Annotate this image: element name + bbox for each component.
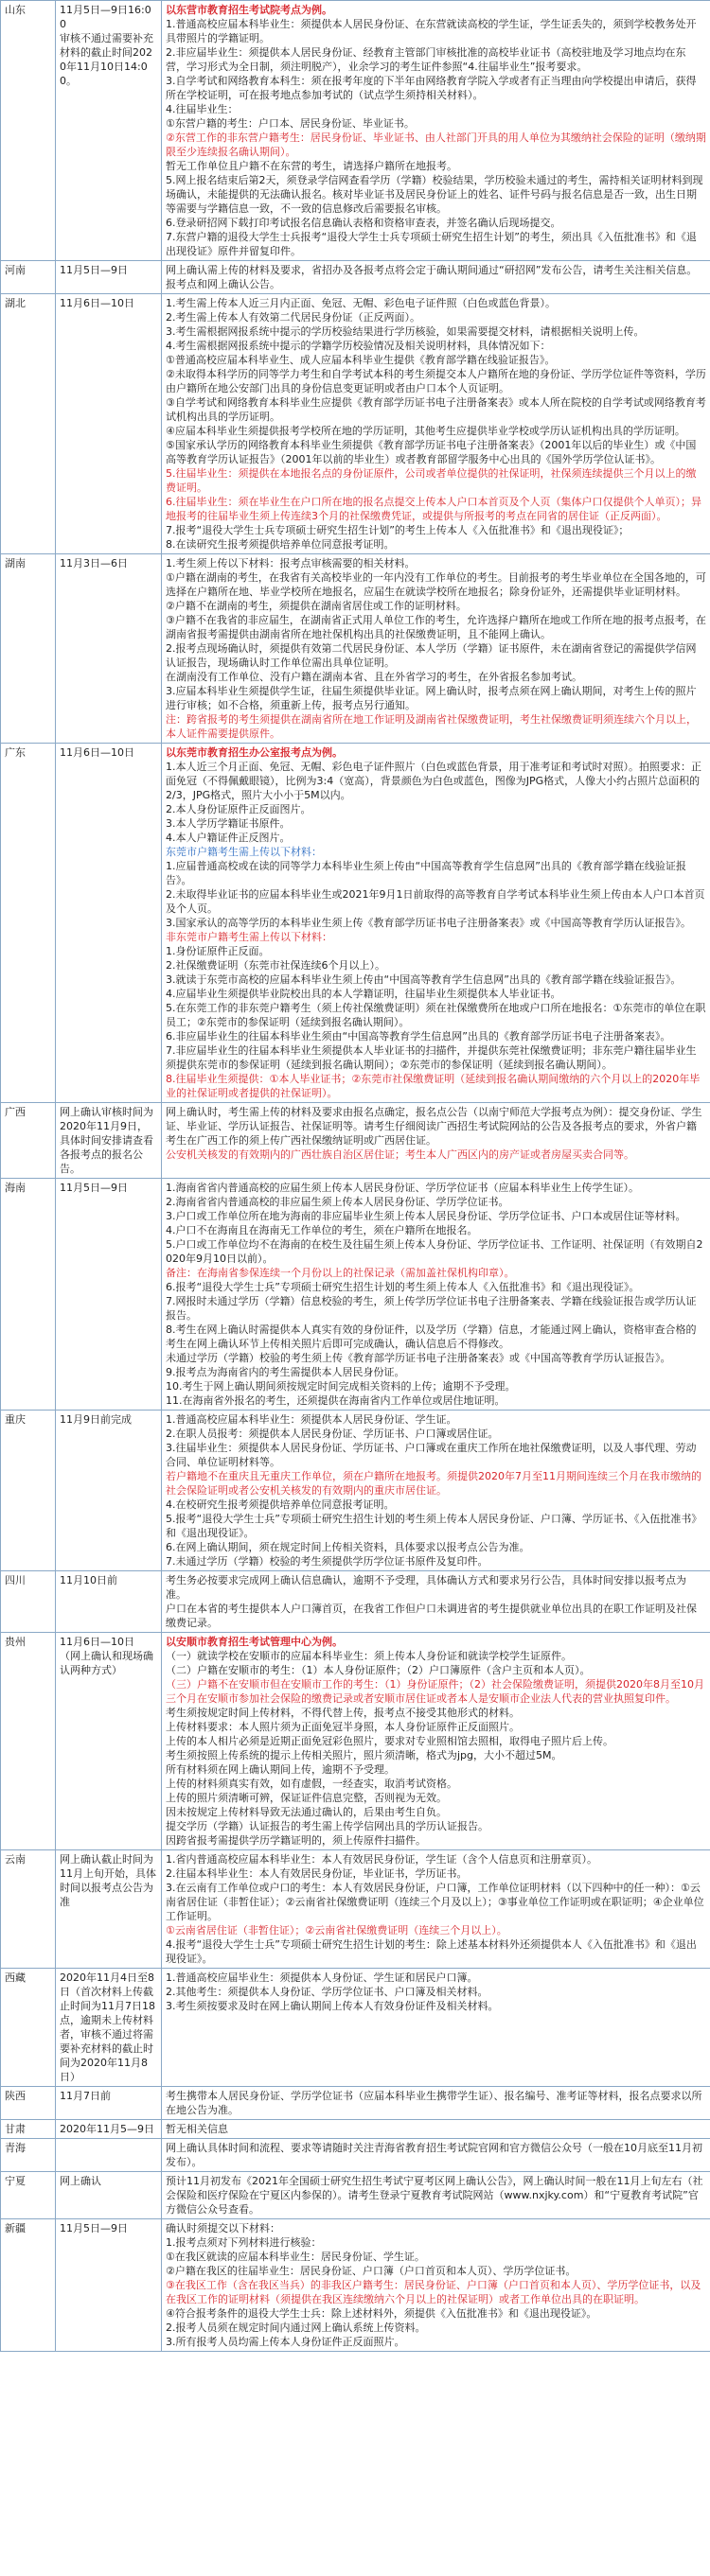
province-cell: 湖北 [1,294,56,554]
requirement-line: 备注：在海南省参保连续一个月份以上的社保记录（需加盖社保机构印章）。 [166,1267,515,1279]
requirement-line: 暂无相关信息 [166,2123,228,2135]
requirement-line: 4.应届毕业生须提供毕业院校出具的本人学籍证明，往届毕业生须提供本人毕业证书。 [166,988,561,1000]
requirements-cell [162,1850,710,1969]
requirement-line: ⑤国家承认学历的网络教育本科毕业生须提供《教育部学历证书电子注册备案表》（2001年以后的毕业生）或《中国高等教育学历认证报告》（2001年以前的毕业生）或者教育部留学服务中心出具的《国外学历学位认证书》。 [166,439,697,465]
requirement-line: 6.往届毕业生：须在毕业生在户口所在地的报名点提交上传本人户口本首页及个人页（集体户口仅提供个人单页）；异地报考的往届毕业生须上传连续3个月的社保缴费凭证，或提供与所报考的考点在同省的居住证（正反两面）。 [166,496,701,522]
requirement-line: 公安机关核发的有效期内的广西壮族自治区居住证；考生本人广西区内的房产证或者房屋买卖合同等。 [166,1148,634,1161]
table-row [1,1969,710,2087]
requirement-line: 3.户口或工作单位所在地为海南的非应届毕业生须上传本人居民身份证、学历学位证书、户口本或居住证等材料。 [166,1210,686,1222]
requirement-line: 6.报考“退役大学生士兵”专项硕士研究生招生计划的考生须上传本人《入伍批准书》和《退出现役证》。 [166,1281,640,1293]
requirement-line: 因跨省报考需提供学历学籍证明的，须上传原件扫描件。 [166,1834,426,1847]
time-cell: 11月5日—9日16:00 审核不通过需要补充材料的截止时间2020年11月10日14:00。 [56,1,162,261]
requirement-line: 2.社保缴费证明（东莞市社保连续6个月以上）。 [166,959,385,972]
time-cell: 11月5日—9日 [56,261,162,294]
requirement-line: 2.在职人员报考：须提供本人居民身份证、学历证书、户口簿或居住证。 [166,1428,499,1440]
time-cell: 11月10日前 [56,1571,162,1633]
requirements-cell [162,744,710,1103]
requirement-line: 注：跨省报考的考生须提供在湖南省所在地工作证明及湖南省社保缴费证明，考生社保缴费证明须连续六个月以上，本人证件需要提供原件。 [166,713,697,740]
requirement-line: ①云南省居住证（非暂住证）；②云南省社保缴费证明（连续三个月以上）。 [166,1924,507,1936]
requirements-cell [162,1179,710,1411]
requirements-cell [162,261,710,294]
requirement-line: ④应届本科毕业生须提供报考学校所在地的学历证明，其他考生应提供毕业学校或学历认证机构出具的学历证明。 [166,425,685,437]
requirements-cell [162,1633,710,1850]
table-row [1,1179,710,1411]
requirement-line: 1.考生需上传本人近三月内正面、免冠、无帽、彩色电子证件照（白色或蓝色背景）。 [166,297,556,309]
requirement-line: 2.报考人员须在规定时间内通过网上确认系统上传资料。 [166,2322,426,2334]
requirement-line: 10.考生于网上确认期间须按规定时间完成相关资料的上传；逾期不予受理。 [166,1380,516,1393]
requirement-line: 3.自学考试和网络教育本科生：须在报考年度的下半年由网络教育学院入学或者有正当理由向学校提出申请后，获得所在学校证明，可在报考地点参加考试的（试点学生须持相关材料）。 [166,75,697,101]
requirements-cell [162,1571,710,1633]
requirement-line: 上传的照片须清晰可辨，保证证件信息完整，否则视为无效。 [166,1792,447,1804]
requirement-line: 11.在海南省外报名的考生，还须提供在海南省内工作单位或居住地证明。 [166,1394,506,1407]
requirement-line: 1.应届普通高校或在读的同等学力本科毕业生须上传由“中国高等教育学生信息网”出具的《教育部学籍在线验证报告》。 [166,860,686,886]
requirement-line: 未通过学历（学籍）校验的考生须上传《教育部学历证书电子注册备案表》或《中国高等教育学历认证报告》。 [166,1352,671,1364]
time-cell: 11月6日—10日 [56,294,162,554]
requirement-line: ③在我区工作（含在我区当兵）的非我区户籍考生：居民身份证、户口簿（户口首页和本人页）、学历学位证书，以及在我区工作的证明材料（须提供在我区连续缴纳六个月以上的社保证明）或者工作单位出具的在职证明。 [166,2279,701,2305]
requirement-line: 3.国家承认的高等学历的本科毕业生须上传《教育部学历证书电子注册备案表》或《中国高等教育学历认证报告》。 [166,917,691,929]
province-cell: 河南 [1,261,56,294]
requirement-line: 6.非应届毕业生的往届本科毕业生须由“中国高等教育学生信息网”出具的《教育部学历证书电子注册备案表》。 [166,1030,671,1043]
province-cell: 广西 [1,1103,56,1179]
requirement-line: 6.登录研招网下载打印考试报名信息确认表格和资格审查表，并签名确认后现场提交。 [166,217,561,229]
province-cell: 宁夏 [1,2172,56,2219]
requirement-line: 1.海南省省内普通高校的应届生须上传本人居民身份证、学历学位证书（应届本科毕业生上传学生证）。 [166,1182,639,1194]
table-row [1,261,710,294]
province-cell: 甘肃 [1,2120,56,2139]
time-cell: 11月5日—9日 [56,1179,162,1411]
requirement-line: 3.本人学历学籍证书原件。 [166,817,291,830]
table-row [1,1850,710,1969]
requirement-line: 网上确认需上传的材料及要求，省招办及各报考点将会定于确认期间通过“研招网”发布公告，请考生关注相关信息。报考点和网上确认公告。 [166,264,698,290]
requirement-line: 1.普通高校应届本科毕业生：须提供本人居民身份证、学生证。 [166,1413,457,1426]
requirement-line: 7.东营户籍的退役大学生士兵报考“退役大学生士兵专项硕士研究生招生计划”的考生，须出具《入伍批准书》和《退出现役证》原件并留复印件。 [166,231,697,257]
requirement-line: （二）户籍在安顺市的考生：（1）本人身份证原件；（2）户口簿原件（含户主页和本人页）。 [166,1664,591,1676]
province-cell: 山东 [1,1,56,261]
requirement-line: 1.普通高校应届本科毕业生：须提供本人居民身份证、在东营就读高校的学生证，学生证丢失的，须到学校教务处开具带照片的学籍证明。 [166,18,697,44]
requirement-line: ①户籍在湖南的考生，在我省有关高校毕业的一年内没有工作单位的考生。目前报考的考生毕业单位在全国各地的，可选择在户籍所在地、毕业学校所在地报名，应届生在就读学校所在地报名；除身份证外，还需提供毕业证明材料。 [166,571,706,598]
requirement-line: 2.往届本科毕业生：本人有效居民身份证，毕业证书，学历证书。 [166,1867,468,1880]
requirement-line: 3.应届本科毕业生须提供学生证，往届生须提供毕业证。网上确认时，报考点须在网上确认期间，对考生上传的照片进行审核；如不合格，须重新上传，报考点另行通知。 [166,685,697,711]
requirement-line: 若户籍地不在重庆且无重庆工作单位，须在户籍所在地报考。须提供2020年7月至11月期间连续三个月在我市缴纳的社会保险证明或者公安机关核发的有效期内的重庆市居住证。 [166,1470,701,1497]
requirement-line: 3.考生须按要求及时在网上确认期间上传本人有效身份证件及相关材料。 [166,2000,499,2012]
requirement-line: 1.本人近三个月正面、免冠、无帽、彩色电子证件照片（白色或蓝色背景，用于准考证和考试时对照）。拍照要求：正面免冠（不得佩戴眼镜），比例为3:4（宽高），背景颜色为白色或蓝色，图像为JPG格式，人像大小约占照片总面积的2/3，JPG格式，照片大小小于5M以内。 [166,761,701,801]
requirement-line: 以东莞市教育招生办公室报考点为例。 [166,746,343,759]
requirements-cell [162,2219,710,2352]
province-cell: 西藏 [1,1969,56,2087]
requirement-line: ①东营户籍的考生：户口本、居民身份证、毕业证书。 [166,117,415,130]
requirement-line: ④符合报考条件的退役大学生士兵：除上述材料外，须提供《入伍批准书》和《退出现役证》。 [166,2307,597,2320]
requirement-line: 考生须按照上传系统的提示上传相关照片，照片须清晰，格式为jpg，大小不超过5M。 [166,1749,562,1761]
requirement-line: 1.考生须上传以下材料：报考点审核需要的相关材料。 [166,557,416,570]
requirement-line: 3.就读于东莞市高校的应届本科毕业生须上传由“中国高等教育学生信息网”出具的《教育部学籍在线验证报告》。 [166,973,682,986]
requirement-line: 5.往届毕业生：须提供在本地报名点的身份证原件，公司或者单位提供的社保证明，社保须连续提供三个月以上的缴费证明。 [166,467,697,494]
requirements-cell [162,2172,710,2219]
requirements-cell [162,1969,710,2087]
requirement-line: 4.本人户籍证件正反图片。 [166,832,291,844]
requirement-line: 4.往届毕业生： [166,103,239,115]
table-body [1,1,710,2352]
requirement-line: 在湖南没有工作单位、没有户籍在湖南本省、且在外省学习的考生，在外省报名参加考试。 [166,671,582,683]
requirements-cell [162,2139,710,2172]
time-cell: 2020年11月4日至8日（首次材料上传截止时间为11月7日18点，逾期未上传材料者，审核不通过将需要补充材料的截止时间为2020年11月8日） [56,1969,162,2087]
requirement-line: ②东营工作的非东营户籍考生：居民身份证、毕业证书、由人社部门开具的用人单位为其缴纳社会保险的证明（缴纳期限至少连续报名确认期间）。 [166,131,706,158]
requirement-line: 8.往届毕业生须提供：①本人毕业证书；②东莞市社保缴费证明（延续到报名确认期间缴纳的六个月以上的2020年毕业的社保证明或者提供的社保证明）。 [166,1073,701,1099]
table-row [1,2139,710,2172]
table-row [1,1633,710,1850]
requirements-cell [162,1103,710,1179]
time-cell [56,2139,162,2172]
requirement-line: 2.报考点现场确认时，须提供有效第二代居民身份证、本人学历（学籍）证书原件，未在湖南省登记的需提供学信网认证报告，现场确认时工作单位需出具单位证明。 [166,642,697,669]
table-row [1,294,710,554]
province-cell: 广东 [1,744,56,1103]
requirements-cell [162,2087,710,2120]
requirement-line: ③自学考试和网络教育本科毕业生应提供《教育部学历证书电子注册备案表》或本人所在院校的自学考试或网络教育考试机构出具的学历证明。 [166,396,706,423]
time-cell: 11月6日—10日 [56,744,162,1103]
requirements-cell [162,554,710,744]
time-cell: 11月3日—6日 [56,554,162,744]
requirement-line: 5.报考“退役大学生士兵”专项硕士研究生招生计划的考生须上传本人居民身份证、户口簿、学历证书、《入伍批准书》和《退出现役证》。 [166,1513,702,1539]
requirement-line: 网上确认具体时间和流程、要求等请随时关注青海省教育招生考试院官网和官方微信公众号（一般在10月底至11月初发布）。 [166,2142,702,2168]
requirement-line: 网上确认时，考生需上传的材料及要求由报名点确定，报名点公告（以南宁师范大学报考点为例）：提交身份证、学生证、毕业证、学历认证报告、社保证明等。请考生仔细阅读广西招生考试院网站的公告及各报考点的要求，外省户籍考生在广西工作的须上传广西社保缴纳证明或广西居住证。 [166,1106,702,1147]
requirement-line: 1.省内普通高校应届本科毕业生：本人有效居民身份证，学生证（含个人信息页和注册章页）。 [166,1853,597,1866]
requirement-line: 2.海南省省内普通高校的非应届生须上传本人居民身份证、学历学位证书。 [166,1196,509,1208]
requirement-line: ②户籍不在湖南的考生，须提供在湖南省居住或工作的证明材料。 [166,600,467,612]
requirement-line: 上传材料要求：本人照片须为正面免冠半身照，本人身份证原件正反面照片。 [166,1721,520,1733]
requirement-line: 9.报考点为海南省内的考生需提供本人居民身份证。 [166,1366,405,1378]
requirement-line: 户口在本省的考生提供本人户口簿首页，在我省工作但户口未调进省的考生提供就业单位出具的在职工作证明及社保缴费记录。 [166,1603,697,1629]
time-cell: 2020年11月5—9日 [56,2120,162,2139]
province-cell: 青海 [1,2139,56,2172]
requirement-line: 3.往届毕业生：须提供本人居民身份证、学历证书、户口簿或在重庆工作所在地社保缴费证明，以及人事代理、劳动合同、单位证明材料等。 [166,1442,697,1468]
requirement-line: 因未按规定上传材料导致无法通过确认的，后果由考生自负。 [166,1806,447,1818]
time-cell: 网上确认审核时间为2020年11月9日，具体时间安排请查看各报考点的报名公告。 [56,1103,162,1179]
requirements-cell [162,1411,710,1571]
time-cell: 11月9日前完成 [56,1411,162,1571]
table-row [1,1571,710,1633]
requirement-line: ②未取得本科学历的同等学力考生和自学考试本科的考生须提交本人户籍所在地的身份证、学历学位证件等资料，学历由户籍所在地公安部门出具的身份信息变更证明或者由户口本个人页证明。 [166,368,706,394]
requirement-line: 2.考生需上传本人有效第二代居民身份证（正反两面）。 [166,311,420,324]
requirement-line: 2.非应届毕业生：须提供本人居民身份证、经教育主管部门审核批准的高校毕业证书（高校驻地及学习地点均在东营，学习形式为全日制，须注明脱产），业余学习的考生证件参照“4.往届毕业生”报考要求。 [166,46,686,73]
requirement-line: 7.未通过学历（学籍）校验的考生须提供学历学位证书原件及复印件。 [166,1555,488,1568]
requirement-line: ①普通高校应届本科毕业生、成人应届本科毕业生提供《教育部学籍在线验证报告》。 [166,354,556,366]
province-cell: 云南 [1,1850,56,1969]
table-row [1,2087,710,2120]
requirement-line: 4.报考“退役大学生士兵”专项硕士研究生招生计划的考生：除上述基本材料外还须提供本人《入伍批准书》和《退出现役证》。 [166,1938,697,1965]
requirement-line: 以安顺市教育招生考试管理中心为例。 [166,1636,343,1648]
requirements-cell [162,294,710,554]
requirements-cell [162,1,710,261]
requirement-line: 1.普通高校应届毕业生：须提供本人身份证、学生证和居民户口簿。 [166,1971,478,1984]
table-row [1,1103,710,1179]
requirement-line: 2.其他考生：须提供本人身份证、学历学位证书、户口簿及相关材料。 [166,1986,488,1998]
requirement-line: ②户籍在我区的往届毕业生：居民身份证、户口簿（户口首页和本人页）、学历学位证书。 [166,2265,577,2277]
requirement-line: 预计11月初发布《2021年全国硕士研究生招生考试宁夏考区网上确认公告》，网上确认时间一般在11月上旬左右（社会保险和医疗保险在宁夏区内参保的）。请考生登录宁夏教育考试院网站（www.nxjky.com）和“宁夏教育考试院”官方微信公众号查看。 [166,2175,703,2216]
table-row [1,2219,710,2352]
requirement-line: 非东莞市户籍考生需上传以下材料： [166,931,332,943]
province-cell: 贵州 [1,1633,56,1850]
requirement-line: ①在我区就读的应届本科毕业生：居民身份证、学生证。 [166,2251,425,2263]
time-cell: 网上确认 [56,2172,162,2219]
requirement-line: 以东营市教育招生考试院考点为例。 [166,4,332,16]
requirement-line: 5.在东莞工作的非东莞户籍考生（须上传社保缴费证明）须在社保缴费所在地或户口所在地报名：①东莞市的单位在职员工；②东莞市的参保证明（延续到报名确认期间）。 [166,1002,706,1028]
table-row [1,1411,710,1571]
requirement-line: 7.非应届毕业生的往届本科毕业生须提供本人毕业证书的扫描件，并提供东莞社保缴费证明；非东莞户籍往届毕业生须提供东莞市的参保证明（延续到报名确认期间）；②东莞市的参保证明（延续到报名确认期间）。 [166,1044,697,1071]
requirement-line: 7.报考“退役大学生士兵专项硕士研究生招生计划”的考生上传本人《入伍批准书》和《退出现役证》； [166,524,630,536]
requirement-line: 8.在读研究生报考须提供培养单位同意报考证明。 [166,538,395,551]
requirement-line: 上传的材料须真实有效，如有虚假，一经查实，取消考试资格。 [166,1778,457,1790]
table-row [1,2120,710,2139]
requirement-line: 4.考生需根据网报系统中提示的学籍学历校验情况及相关说明材料，具体情况如下： [166,340,551,352]
time-cell: 11月6日—10日 （网上确认和现场确认两种方式） [56,1633,162,1850]
requirement-line: 5.网上报名结束后第2天，须登录学信网查看学历（学籍）校验结果，学历校验未通过的考生，需持相关证明材料到现场确认，未能提供的无法确认报名。核对毕业证书及居民身份证上的姓名、证件号码与报名信息是否一致，出生日期等需要与学籍信息一致，不一致的信息修改后需要报名审核。 [166,174,703,215]
time-cell: 11月5日—9日 [56,2219,162,2352]
province-cell: 四川 [1,1571,56,1633]
requirement-line: 考生务必按要求完成网上确认信息确认，逾期不予受理，具体确认方式和要求另行公告，具体时间安排以报考点为准。 [166,1574,686,1601]
table-row [1,2172,710,2219]
requirements-cell [162,2120,710,2139]
table-row [1,1,710,261]
requirement-line: 3.考生需根据网报系统中提示的学历校验结果进行学历核验，如果需要提交材料，请根据相关说明上传。 [166,325,645,338]
province-cell: 重庆 [1,1411,56,1571]
requirement-line: 2.本人身份证原件正反面图片。 [166,803,311,815]
requirement-line: （三）户籍不在安顺市但在安顺市工作的考生：（1）身份证原件；（2）社会保险缴费证明，须提供2020年8月至10月三个月在安顺市参加社会保险的缴费记录或者安顺市居住证或者本人是安顺市企业法人代表的营业执照复印件。 [166,1678,704,1705]
requirement-line: 3.在云南有工作单位或户口的考生：本人有效居民身份证，户口簿，工作单位证明材料（以下四种中的任一种）：①云南省居住证（非暂住证）；②云南省社保缴费证明（连续三个月及以上）；③事业单位工作证明或在职证明；④企业单位工作证明。 [166,1882,704,1922]
requirement-line: ③户籍不在我省的非应届生，在湖南省正式用人单位工作的考生，允许选择户籍所在地或工作所在地的报考点报考，在湖南省报考需提供由湖南省所在地社保机构出具的社保缴费证明，且不能网上确认。 [166,614,706,640]
province-cell: 海南 [1,1179,56,1411]
requirement-line: 2.未取得毕业证书的应届本科毕业生或2021年9月1日前取得的高等教育自学考试本科毕业生须上传由本人户口本首页及个人页。 [166,888,705,915]
requirement-line: 考生携带本人居民身份证、学历学位证书（应届本科毕业生携带学生证）、报名编号、准考证等材料，报名点要求以所在地公告为准。 [166,2090,702,2116]
requirement-line: 4.户口不在海南且在海南无工作单位的考生，须在户籍所在地报名。 [166,1224,478,1236]
province-cell: 新疆 [1,2219,56,2352]
province-cell: 陕西 [1,2087,56,2120]
requirement-line: 上传的本人相片必须是近期正面免冠彩色照片，要求对专业照相馆去照相，取得电子照片后上传。 [166,1735,613,1747]
requirement-line: 1.报考点须对下列材料进行核验： [166,2236,322,2249]
table-row [1,554,710,744]
time-cell: 网上确认截止时间为11月上旬开始，具体时间以报考点公告为准 [56,1850,162,1969]
requirement-line: （一）就读学校在安顺市的应届本科毕业生：须上传本人身份证和就读学校学生证原件。 [166,1650,572,1662]
requirement-line: 东莞市户籍考生需上传以下材料： [166,846,322,858]
requirement-line: 5.户口或工作单位均不在海南的在校生及往届生须上传本人身份证、学历学位证书、工作证明、社保证明（有效期自2020年9月10日以前）。 [166,1238,703,1265]
province-cell: 湖南 [1,554,56,744]
requirement-line: 8.考生在网上确认时需提供本人真实有效的身份证件，以及学历（学籍）信息，才能通过网上确认，资格审查合格的考生在网上确认环节上传相关照片后即可完成确认，确认信息后不得修改。 [166,1323,697,1350]
requirement-line: 暂无工作单位且户籍不在东营的考生，请选择户籍所在地报考。 [166,160,457,172]
requirement-line: 确认时须提交以下材料： [166,2222,280,2234]
requirement-line: 1.身份证原件正反面。 [166,945,270,957]
requirement-line: 4.在校研究生报考须提供培养单位同意报考证明。 [166,1498,395,1511]
requirement-line: 考生须按规定时间上传材料，不得代替上传，报考点不接受其他形式的材料。 [166,1707,520,1719]
table-row [1,744,710,1103]
time-cell: 11月7日前 [56,2087,162,2120]
requirement-line: 6.在网上确认期间，须在规定时间上传相关资料，具体要求以报考点公告为准。 [166,1541,530,1553]
requirement-line: 所有材料须在网上确认期间上传，逾期不予受理。 [166,1763,395,1776]
requirement-line: 3.所有报考人员均需上传本人身份证件正反面照片。 [166,2336,405,2348]
requirement-line: 7.网报时未通过学历（学籍）信息校验的考生，须上传学历学位证书电子注册备案表、学籍在线验证报告或学历认证报告。 [166,1295,697,1322]
requirement-line: 提交学历（学籍）认证报告的考生需上传学信网出具的学历认证报告。 [166,1820,488,1832]
